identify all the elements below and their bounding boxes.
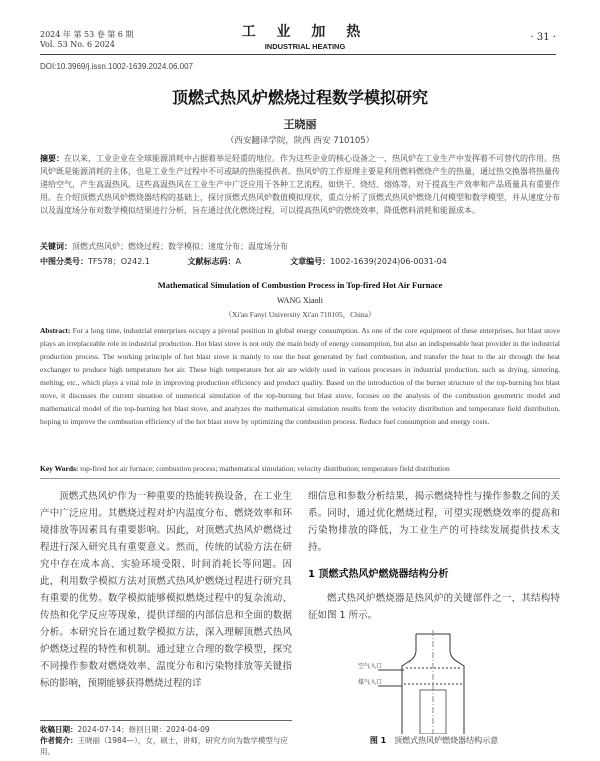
- article-no-label: 文章编号：: [290, 257, 331, 266]
- intro-paragraph-continued: 细信息和参数分析结果，揭示燃烧特性与操作参数之间的关系。同时，通过优化燃烧过程，可望实现燃烧效率的提高和污染物排放的降低，为工业生产的可持续发展提供技术支持。: [308, 491, 560, 553]
- section-heading: 1 顶燃式热风炉燃烧器结构分析: [308, 569, 449, 580]
- page-number: · 31 ·: [530, 32, 556, 43]
- body-column-right: [308, 488, 560, 624]
- classification-line: [40, 256, 560, 268]
- keywords-cn: [40, 241, 560, 253]
- abstract-cn-text: 在以来，工业企业在全球能源消耗中占据着举足轻重的地位。作为这些企业的核心设备之一，热风炉在工业生产中发挥着不可替代的作用。热风炉既是能源消耗的主体，也是工业生产过程中不可或缺的热能提供者。热风炉的工作原理主要是利用燃料燃烧产生的热量，通过热交换器将热量传递给空气，产生高温热风。这些高温热风在工业生产中广泛应用于各种工艺流程，如烘干、烧结、熔炼等，对于提高生产效率和产品质量具有重要作用。在介绍顶燃式热风炉燃烧器结构的基础上，探讨顶燃式热风炉数值模拟现状，重点分析了顶燃式热风炉燃烧几何模型和数学模型，并从速度分布以及温度场分布对数学模拟结果进行分析，旨在通过优化燃烧过程，可以提高热风炉的燃烧效率，降低燃料消耗和能源成本。: [40, 154, 560, 215]
- abstract-cn: [40, 152, 560, 217]
- figure-caption-text: 顶燃式热风炉燃烧器结构示意: [394, 736, 499, 745]
- author-bio: 作者简介：王晓丽（1984—），女，硕士，讲师，研究方向为数学模型与应用。: [40, 736, 288, 756]
- clc-label: 中图分类号：: [40, 257, 88, 266]
- abstract-cn-label: 摘要：: [40, 154, 64, 163]
- abstract-en-text: For a long time, industrial enterprises occupy a pivotal position in global energy consumption. As one of the core equipment of these enterprises, hot blast stove plays an irreplaceable role in industrial production. Hot blast stove is not only the main body of energy consumption, but also an indispensable heat provider in the industrial production process. The working principle of hot blast stove is mainly to use the heat generated by fuel combustion, and transfer the heat to the air through the heat exchanger to produce high temperature hot air. These high temperature hot air are widely used in various processes in industrial production, such as drying, sintering, melting, etc., which plays a vital role in improving production efficiency and product quality. Based on the introduction of the burner structure of the top-burning hot blast stove, it discusses the current situation of numerical simulation of the top-burning hot blast stove, focuses on the analysis of the combustion geometric model and mathematical model of the top-burning hot blast stove, and analyzes the mathematical simulation results from the velocity distribution and temperature field distribution, hoping to improve the combustion efficiency of the hot blast stove by optimizing the combustion process. Reduce fuel consumption and energy costs.: [40, 326, 561, 426]
- journal-name: [230, 24, 380, 51]
- doc-code-value: A: [235, 257, 242, 266]
- volume-info: [40, 30, 133, 50]
- keywords-cn-text: 顶燃式热风炉；燃烧过程；数学模拟；速度分布；温度场分布: [72, 242, 288, 251]
- abstract-en-label: Abstract:: [40, 326, 71, 335]
- journal-name-en: INDUSTRIAL HEATING: [264, 42, 346, 51]
- air-inlet-label: 空气入口: [358, 663, 383, 670]
- author-cn: 王晓丽: [283, 118, 317, 131]
- volume-line-en: Vol. 53 No. 6 2024: [40, 40, 115, 49]
- affiliation-en: （Xi'an Fanyi University Xi'an 710105，China）: [224, 310, 376, 319]
- abstract-en: [40, 324, 560, 428]
- article-title-cn: 顶燃式热风炉燃烧过程数学模拟研究: [171, 88, 428, 107]
- article-no-value: 1002-1639(2024)06-0031-04: [330, 257, 447, 266]
- intro-paragraph: 顶燃式热风炉作为一种重要的热能转换设备，在工业生产中广泛应用。其燃烧过程对炉内温度分布、燃烧效率和环境排放等因素具有重要影响。因此，对顶燃式热风炉燃烧过程进行深入研究具有重要意义。然而，传统的试验方法在研究中存在成本高、实验环境受限、时间消耗长等问题。因此，利用数学模拟方法对顶燃式热风炉燃烧过程进行研究具有重要的优势。数学模拟能够模拟燃烧过程中的复杂流动、传热和化学反应等现象，提供详细的内部信息和全面的数据分析。本研究旨在通过数学模拟方法，深入理解顶燃式热风炉燃烧过程的特性和机制。通过建立合理的数学模型，探究不同操作参数对燃烧效率、温度分布和污染物排放等关键指标的影响，预期能够获得燃烧过程的详: [40, 491, 292, 689]
- abstract-divider: [40, 478, 560, 479]
- keywords-en-label: Key Words:: [40, 464, 79, 473]
- burner-structure-figure: [358, 628, 508, 734]
- figure-caption: [308, 736, 560, 746]
- journal-name-cn: 工 业 加 热: [241, 24, 369, 40]
- keywords-cn-label: 关键词：: [40, 242, 72, 251]
- doc-code-label: 文献标志码：: [187, 257, 236, 266]
- figure-caption-label: 图 1: [369, 736, 387, 745]
- doi: DOI:10.3969/j.issn.1002-1639.2024.06.007: [40, 62, 194, 71]
- body-column-left: [40, 488, 292, 692]
- author-en: WANG Xiaoli: [277, 296, 323, 305]
- section-paragraph: 燃式热风炉燃烧器是热风炉的关键部件之一，其结构特征如图 1 所示。: [308, 593, 560, 621]
- volume-line-cn: 2024 年 第 53 卷 第 6 期: [40, 30, 134, 39]
- footnote-divider: [40, 720, 292, 721]
- keywords-en: [40, 463, 560, 474]
- article-title-en: Mathematical Simulation of Combustion Process in Top-fired Hot Air Furnace: [157, 280, 443, 290]
- affiliation-cn: （西安翻译学院，陕西 西安 710105）: [225, 136, 375, 146]
- clc-value: TF578；O242.1: [88, 257, 150, 266]
- keywords-en-text: top-fired hot air furnace; combustion process; mathematical simulation; velocity distribution; temperature field distribution: [80, 464, 450, 473]
- header-divider: [40, 54, 556, 55]
- footnotes: [40, 724, 292, 757]
- gas-inlet-label: 煤气入口: [358, 679, 383, 686]
- received-date: 收稿日期：2024-07-14；修回日期：2024-04-09: [40, 725, 210, 734]
